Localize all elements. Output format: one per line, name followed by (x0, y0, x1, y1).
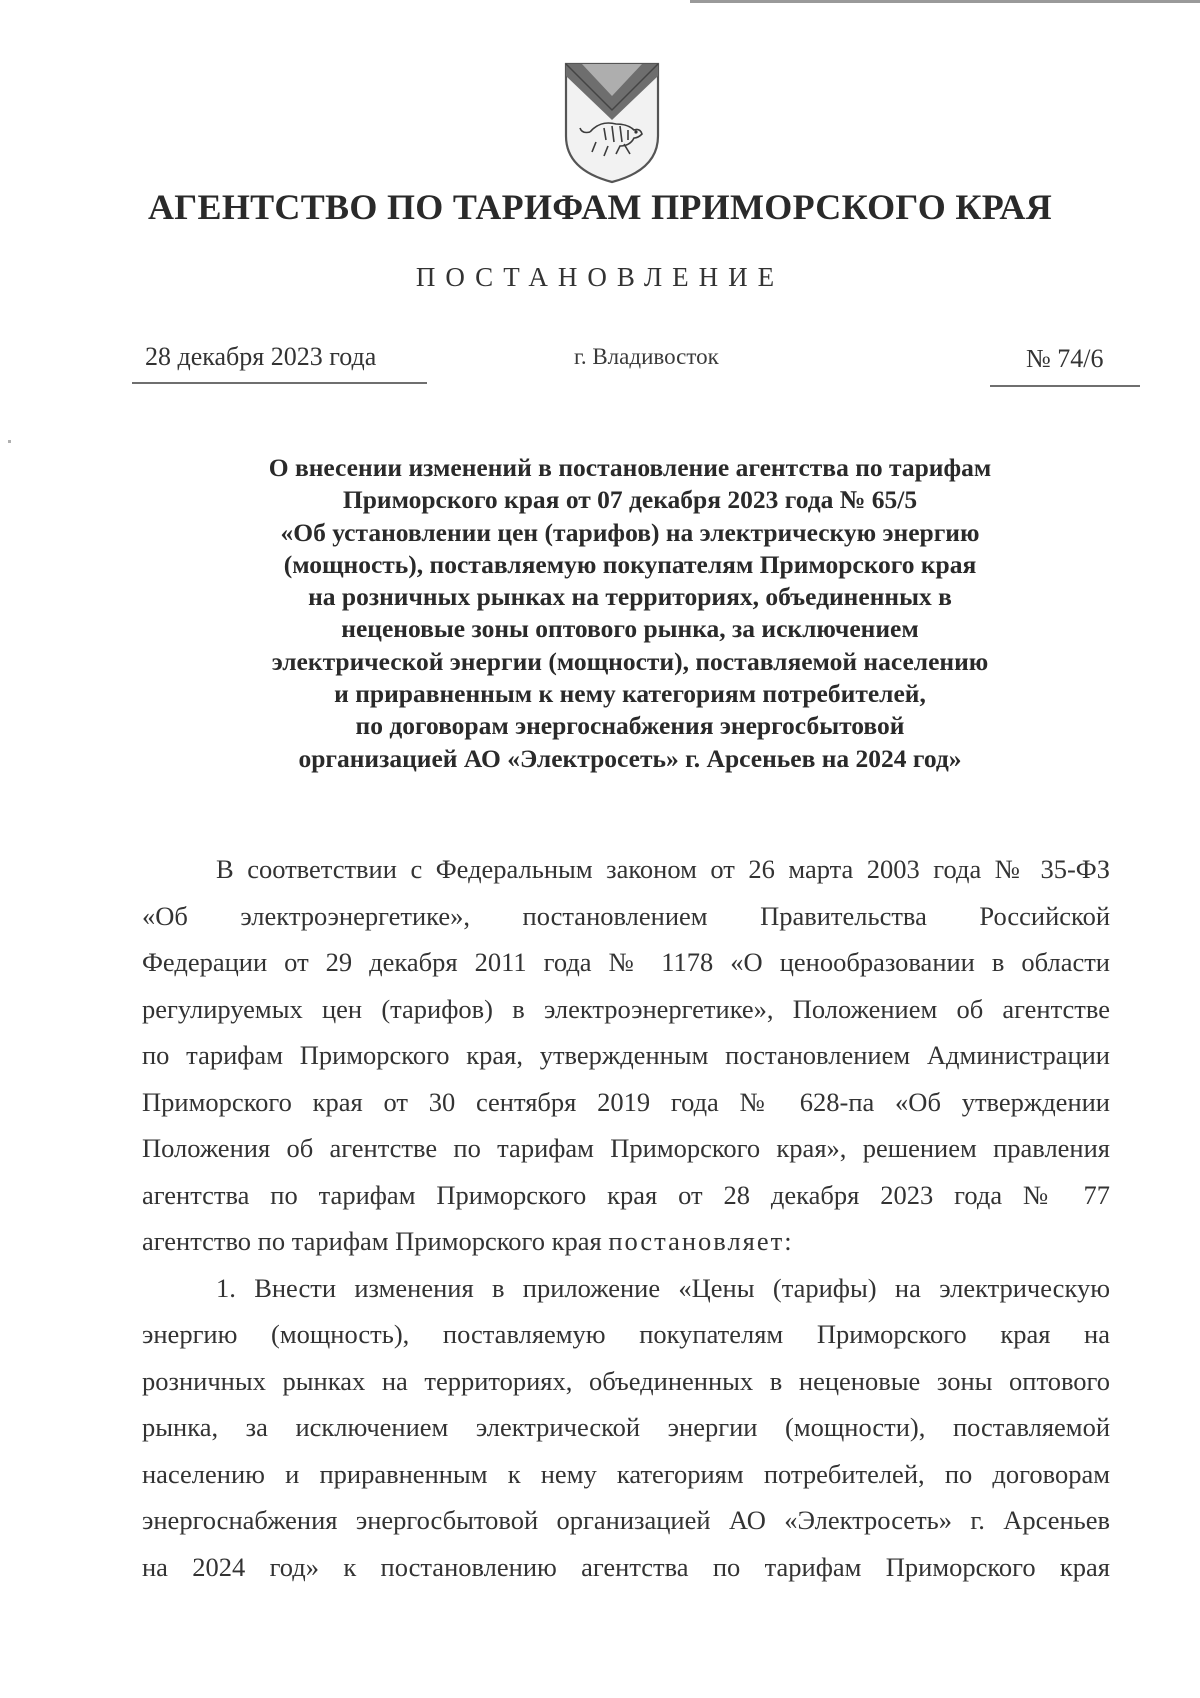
title-line: и приравненным к нему категориям потребителей, (334, 679, 926, 709)
paragraph-line: Приморского края от 30 сентября 2019 года № 628-па «Об утверждении (142, 1086, 1110, 1117)
document-type: ПОСТАНОВЛЕНИЕ (415, 262, 785, 292)
scan-speck (8, 440, 11, 443)
resolves-word: постановляет (608, 1226, 785, 1256)
paragraph-line-prefix: агентство по тарифам Приморского края (142, 1226, 609, 1256)
title-line: Приморского края от 07 декабря 2023 года № 65/5 (342, 485, 918, 515)
agency-name: АГЕНТСТВО ПО ТАРИФАМ ПРИМОРСКОГО КРАЯ (148, 187, 1052, 227)
paragraph-line: населению и приравненным к нему категориям потребителей, по договорам (142, 1458, 1110, 1489)
title-line: электрической энергии (мощности), поставляемой населению (271, 646, 989, 676)
paragraph-line: по тарифам Приморского края, утвержденным постановлением Администрации (142, 1040, 1110, 1070)
coat-of-arms-icon (560, 58, 664, 186)
paragraph-line: энергию (мощность), поставляемую покупателям Приморского края на (142, 1319, 1110, 1349)
paragraph-line: энергоснабжения энергосбытовой организацией АО «Электросеть» г. Арсеньев (142, 1505, 1110, 1535)
scan-edge-mark (690, 0, 1200, 3)
title-line: на розничных рынках на территориях, объединенных в (308, 582, 952, 612)
paragraph-line: рынка, за исключением электрической энергии (мощности), поставляемой (142, 1412, 1110, 1442)
number-underline (990, 385, 1140, 387)
paragraph-line: 1. Внести изменения в приложение «Цены (тарифы) на электрическую (216, 1272, 1110, 1303)
document-date: 28 декабря 2023 года (145, 342, 377, 371)
document-number: № 74/6 (1026, 344, 1104, 373)
document-body (142, 846, 1110, 1590)
paragraph-line: В соответствии с Федеральным законом от 26 марта 2003 года № 35-ФЗ (216, 854, 1110, 884)
paragraph-line: агентства по тарифам Приморского края от 28 декабря 2023 года № 77 (142, 1179, 1110, 1210)
paragraph-line: регулируемых цен (тарифов) в электроэнергетике», Положением об агентстве (142, 993, 1110, 1024)
title-line: (мощность), поставляемую покупателям Приморского края (283, 549, 977, 579)
date-underline (132, 382, 427, 384)
title-line: неценовые зоны оптового рынка, за исключением (341, 614, 919, 644)
paragraph-line: «Об электроэнергетике», постановлением Правительства Российской (142, 900, 1110, 931)
title-line: «Об установлении цен (тарифов) на электрическую энергию (280, 517, 980, 547)
paragraph-line: розничных рынках на территориях, объединенных в неценовые зоны оптового (142, 1365, 1110, 1396)
title-line: по договорам энергоснабжения энергосбытовой (355, 711, 905, 741)
title-line: организацией АО «Электросеть» г. Арсеньев на 2024 год» (298, 743, 962, 773)
paragraph-line: Положения об агентстве по тарифам Приморского края», решением правления (142, 1133, 1110, 1163)
title-line: О внесении изменений в постановление агентства по тарифам (268, 453, 992, 482)
document-city: г. Владивосток (574, 344, 719, 369)
paragraph-line: Федерации от 29 декабря 2011 года № 1178 «О ценообразовании в области (142, 947, 1110, 977)
paragraph-line-suffix: : (784, 1226, 792, 1256)
paragraph-line (142, 1218, 1110, 1265)
document-title (140, 452, 1120, 775)
paragraph-line: на 2024 год» к постановлению агентства по тарифам Приморского края (142, 1551, 1110, 1582)
